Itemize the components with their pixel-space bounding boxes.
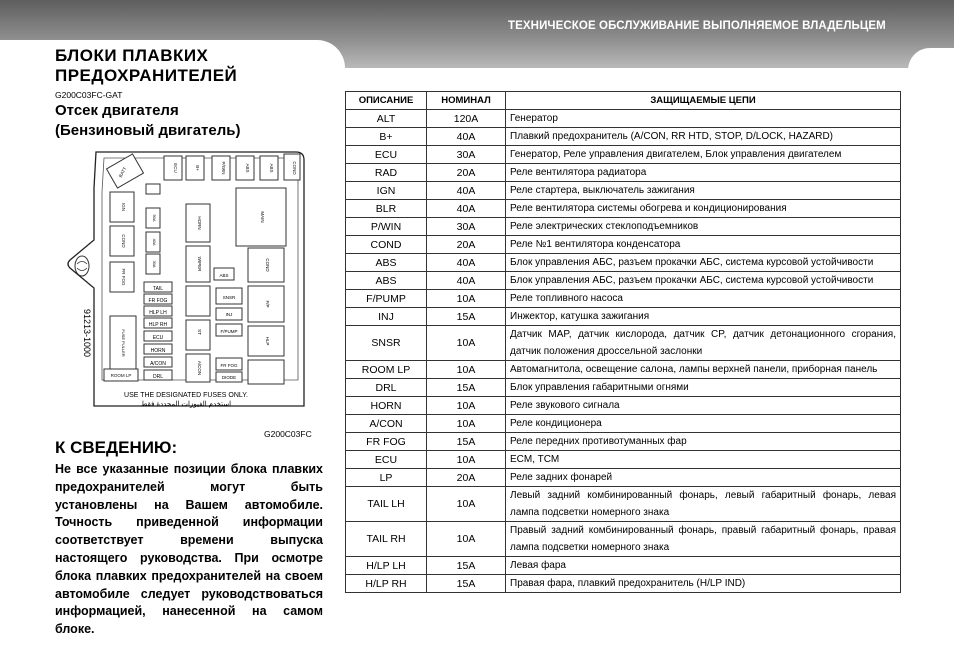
left-fuse-label: FR FOG <box>121 268 126 286</box>
fuse-rating: 10A <box>427 415 506 433</box>
fuse-box-diagram <box>64 148 312 418</box>
left-fuse-label: IGN <box>121 202 126 212</box>
table-row <box>346 415 901 433</box>
fuse-description: BLR <box>346 200 427 218</box>
table-row <box>346 110 901 128</box>
fuse-description: F/PUMP <box>346 290 427 308</box>
top-fuse-label: B+ <box>195 165 200 171</box>
fuse-description: ALT <box>346 110 427 128</box>
table-row <box>346 218 901 236</box>
relay-label: WIPER <box>197 256 202 272</box>
fuse-rating: 20A <box>427 164 506 182</box>
relay-label: DIODE <box>221 375 237 380</box>
top-fuse-label: COND <box>292 161 297 175</box>
table-row <box>346 236 901 254</box>
table-row <box>346 575 901 593</box>
top-fuse-label: P/WIN <box>221 161 226 175</box>
table-row <box>346 522 901 557</box>
relay-label: HLP <box>265 336 270 346</box>
relay-label: FR FOG <box>220 363 238 368</box>
table-row <box>346 182 901 200</box>
notice-text: Не все указанные позиции блока плавких предохранителей могут быть установлены на Вашем автомобиле. Точность приведенной информации соответствует времени выпуска настоящего руководства. При осмотре блока плавких предохранителей на своем автомобиле следует руководствоваться информацией, нанесенной на самом блоке. <box>55 462 323 637</box>
top-fuse-label: ECU <box>173 163 178 173</box>
fuse-description: IGN <box>346 182 427 200</box>
table-row <box>346 433 901 451</box>
protected-circuits: Реле вентилятора системы обогрева и кондиционирования <box>506 200 901 218</box>
protected-circuits: Реле электрических стеклоподъемников <box>506 218 901 236</box>
small-fuse-label: FR FOG <box>148 298 168 304</box>
fuse-description: LP <box>346 469 427 487</box>
fuse-rating: 10A <box>427 522 506 557</box>
fuse-rating: 10A <box>427 326 506 361</box>
protected-circuits: Блок управления габаритными огнями <box>506 379 901 397</box>
protected-circuits: Датчик MAP, датчик кислорода, датчик CP, датчик детонационного сгорания, датчик положения дроссельной заслонки <box>506 326 901 361</box>
protected-circuits: Инжектор, катушка зажигания <box>506 308 901 326</box>
protected-circuits: ECM, TCM <box>506 451 901 469</box>
fuse-description: P/WIN <box>346 218 427 236</box>
header-title: ТЕХНИЧЕСКОЕ ОБСЛУЖИВАНИЕ ВЫПОЛНЯЕМОЕ ВЛАДЕЛЬЦЕМ <box>508 20 886 32</box>
table-header-row <box>346 92 901 110</box>
section-title <box>55 46 237 86</box>
table-row <box>346 557 901 575</box>
table-row <box>346 451 901 469</box>
table-row <box>346 308 901 326</box>
fuse-rating: 120A <box>427 110 506 128</box>
protected-circuits: Реле топливного насоса <box>506 290 901 308</box>
subtitle-line1: Отсек двигателя <box>55 102 179 119</box>
protected-circuits: Правая фара, плавкий предохранитель (H/LP IND) <box>506 575 901 593</box>
fuse-description: DRL <box>346 379 427 397</box>
svg-text:50A: 50A <box>152 214 157 222</box>
fuse-rating: 10A <box>427 290 506 308</box>
relay-label: MAIN <box>260 211 265 223</box>
protected-circuits: Генератор, Реле управления двигателем, Блок управления двигателем <box>506 146 901 164</box>
fuse-puller-label: FUSE PULLER <box>121 329 126 357</box>
protected-circuits: Реле №1 вентилятора конденсатора <box>506 236 901 254</box>
relay-label: F/P <box>265 300 270 308</box>
protected-circuits: Блок управления АБС, разъем прокачки АБС, система курсовой устойчивости <box>506 254 901 272</box>
relay-label: HORN <box>197 216 202 230</box>
fuse-rating: 10A <box>427 451 506 469</box>
table-row <box>346 469 901 487</box>
fuse-rating: 40A <box>427 182 506 200</box>
section-title-line1: БЛОКИ ПЛАВКИХ <box>55 46 209 65</box>
fuse-description: TAIL LH <box>346 487 427 522</box>
table-row <box>346 128 901 146</box>
protected-circuits: Реле стартера, выключатель зажигания <box>506 182 901 200</box>
fuse-rating: 15A <box>427 379 506 397</box>
header-circuits: ЗАЩИЩАЕМЫЕ ЦЕПИ <box>506 92 901 110</box>
small-fuse-label: HLP LH <box>149 310 167 316</box>
notice-heading: К СВЕДЕНИЮ: <box>55 438 178 457</box>
table-row <box>346 272 901 290</box>
fuse-description: FR FOG <box>346 433 427 451</box>
fuse-description: ECU <box>346 451 427 469</box>
table-row <box>346 164 901 182</box>
fuse-description: A/CON <box>346 415 427 433</box>
section-subtitle <box>55 101 241 141</box>
fuse-description: H/LP RH <box>346 575 427 593</box>
protected-circuits: Реле кондиционера <box>506 415 901 433</box>
table-row <box>346 487 901 522</box>
diagram-caption-ar: استخدم الفيوزات المحددة فقط <box>140 401 232 408</box>
fuse-description: ECU <box>346 146 427 164</box>
protected-circuits: Левая фара <box>506 557 901 575</box>
small-fuse-label: HORN <box>150 348 166 354</box>
fuse-rating: 10A <box>427 397 506 415</box>
relay-label: SNSR <box>222 295 236 300</box>
subtitle-line2: (Бензиновый двигатель) <box>55 122 241 139</box>
protected-circuits: Реле звукового сигнала <box>506 397 901 415</box>
protected-circuits: Плавкий предохранитель (A/CON, RR HTD, STOP, D/LOCK, HAZARD) <box>506 128 901 146</box>
fuse-description: TAIL RH <box>346 522 427 557</box>
table-body <box>346 110 901 593</box>
top-fuse-label: BATT <box>117 166 128 179</box>
fuse-description: ABS <box>346 272 427 290</box>
fuse-rating: 40A <box>427 254 506 272</box>
table-row <box>346 397 901 415</box>
fuse-description: ROOM LP <box>346 361 427 379</box>
relay-label: ST <box>197 329 202 335</box>
relay-label: INJ <box>225 312 233 317</box>
part-number: 91213-1000 <box>82 308 92 358</box>
table-row <box>346 290 901 308</box>
protected-circuits: Реле вентилятора радиатора <box>506 164 901 182</box>
top-fuse-label: ABS <box>245 163 250 173</box>
section-code: G200C03FC-GAT <box>55 90 123 100</box>
header-tab-right <box>908 48 954 78</box>
small-fuse-label: A/CON <box>150 361 166 367</box>
relay-label: ABS <box>219 273 229 278</box>
fuse-rating: 10A <box>427 361 506 379</box>
protected-circuits: Генератор <box>506 110 901 128</box>
fuse-rating: 40A <box>427 200 506 218</box>
top-fuse-label: ABS <box>269 163 274 173</box>
relay-label: COND <box>265 258 270 272</box>
table-row <box>346 146 901 164</box>
svg-text:30A: 30A <box>152 260 157 268</box>
diagram-caption-en: USE THE DESIGNATED FUSES ONLY. <box>124 392 248 399</box>
protected-circuits: Реле задних фонарей <box>506 469 901 487</box>
protected-circuits: Левый задний комбинированный фонарь, левый габаритный фонарь, левая лампа подсветки номерного знака <box>506 487 901 522</box>
fuse-rating: 15A <box>427 575 506 593</box>
table-row <box>346 326 901 361</box>
protected-circuits: Реле передних противотуманных фар <box>506 433 901 451</box>
table-row <box>346 200 901 218</box>
fuse-rating: 15A <box>427 433 506 451</box>
fuse-rating: 15A <box>427 308 506 326</box>
left-fuse-label: ROOM LP <box>110 373 132 378</box>
fuse-description: ABS <box>346 254 427 272</box>
protected-circuits: Автомагнитола, освещение салона, лампы верхней панели, приборная панель <box>506 361 901 379</box>
small-fuse-label: DRL <box>152 374 164 380</box>
fuse-rating: 20A <box>427 236 506 254</box>
fuse-rating: 30A <box>427 146 506 164</box>
relay-label: A/CON <box>197 360 202 376</box>
fuse-description: HORN <box>346 397 427 415</box>
table-row <box>346 379 901 397</box>
protected-circuits: Правый задний комбинированный фонарь, правый габаритный фонарь, правая лампа подсветки номерного знака <box>506 522 901 557</box>
header-rating: НОМИНАЛ <box>427 92 506 110</box>
fuse-rating: 40A <box>427 128 506 146</box>
fuse-rating: 10A <box>427 487 506 522</box>
table-row <box>346 254 901 272</box>
fuse-description: COND <box>346 236 427 254</box>
fuse-description: INJ <box>346 308 427 326</box>
fuse-description: SNSR <box>346 326 427 361</box>
small-fuse-label: TAIL <box>152 286 164 292</box>
protected-circuits: Блок управления АБС, разъем прокачки АБС, система курсовой устойчивости <box>506 272 901 290</box>
fuse-description: B+ <box>346 128 427 146</box>
header-description: ОПИСАНИЕ <box>346 92 427 110</box>
figure-code: G200C03FC <box>264 429 312 439</box>
svg-text:40A: 40A <box>152 238 157 246</box>
left-fuse-label: COND <box>121 234 126 248</box>
fuse-table <box>345 91 901 593</box>
table-row <box>346 361 901 379</box>
fuse-rating: 40A <box>427 272 506 290</box>
small-fuse-label: HLP RH <box>148 322 168 328</box>
small-fuse-label: ECU <box>152 335 164 341</box>
fuse-description: H/LP LH <box>346 557 427 575</box>
fuse-rating: 20A <box>427 469 506 487</box>
fuse-description: RAD <box>346 164 427 182</box>
relay-label: F/PUMP <box>220 329 238 334</box>
fuse-rating: 15A <box>427 557 506 575</box>
section-title-line2: ПРЕДОХРАНИТЕЛЕЙ <box>55 66 238 85</box>
fuse-rating: 30A <box>427 218 506 236</box>
